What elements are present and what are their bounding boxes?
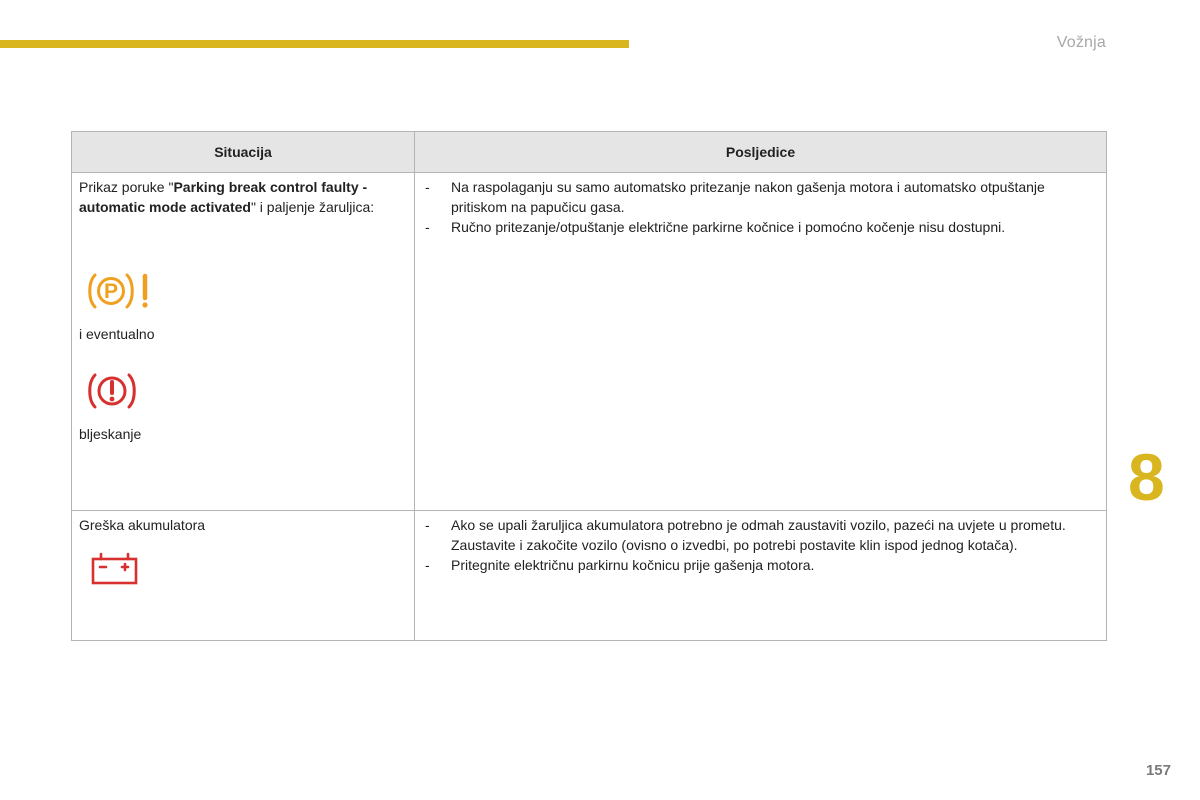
battery-warning-icon [91, 551, 139, 585]
column-header-situation: Situacija [72, 132, 415, 173]
consequence-item: - Ručno pritezanje/otpuštanje električne parkirne kočnice i pomoćno kočenje nisu dostupni. [423, 217, 1088, 237]
situation-note: bljeskanje [79, 426, 142, 442]
brake-system-warning-icon [87, 372, 137, 410]
consequence-cell [415, 173, 1107, 511]
header-accent-bar [0, 40, 629, 48]
consequence-cell [415, 511, 1107, 641]
svg-text:P: P [103, 280, 119, 303]
consequence-item: - Ako se upali žaruljica akumulatora potrebno je odmah zaustaviti vozilo, pazeći na uvjete u prometu. Zaustavite i zakočite vozilo (ovisno o izvedbi, po potrebi postavite klin ispod jednog kotača). [423, 515, 1088, 555]
section-title: Vožnja [1056, 34, 1106, 51]
consequence-item: - Na raspolaganju su samo automatsko pritezanje nakon gašenja motora i automatsko otpuštanje pritiskom na papučicu gasa. [423, 177, 1088, 217]
table-header-row [72, 132, 1107, 173]
situation-description [79, 177, 407, 217]
situation-cell [72, 511, 415, 641]
situation-description: Greška akumulatora [79, 517, 206, 533]
column-header-consequences: Posljedice [415, 132, 1107, 173]
table-row [72, 511, 1107, 641]
table-row [72, 173, 1107, 511]
situation-intro-prefix: Prikaz poruke " [79, 179, 174, 195]
consequence-item: - Pritegnite električnu parkirnu kočnicu prije gašenja motora. [423, 555, 1088, 575]
situation-intro-suffix: " i paljenje žaruljica: [250, 199, 375, 215]
parking-brake-warning-icon [87, 272, 153, 310]
situation-connector: i eventualno [79, 326, 155, 342]
situation-message: Parking break control faulty - automatic mode activated [79, 179, 368, 215]
page-number: 157 [1145, 762, 1171, 779]
consequence-list [423, 515, 1088, 575]
situation-cell [72, 173, 415, 511]
consequence-list [423, 177, 1088, 237]
chapter-number-tab: 8 [1128, 440, 1165, 514]
situation-consequence-table [71, 131, 1107, 641]
